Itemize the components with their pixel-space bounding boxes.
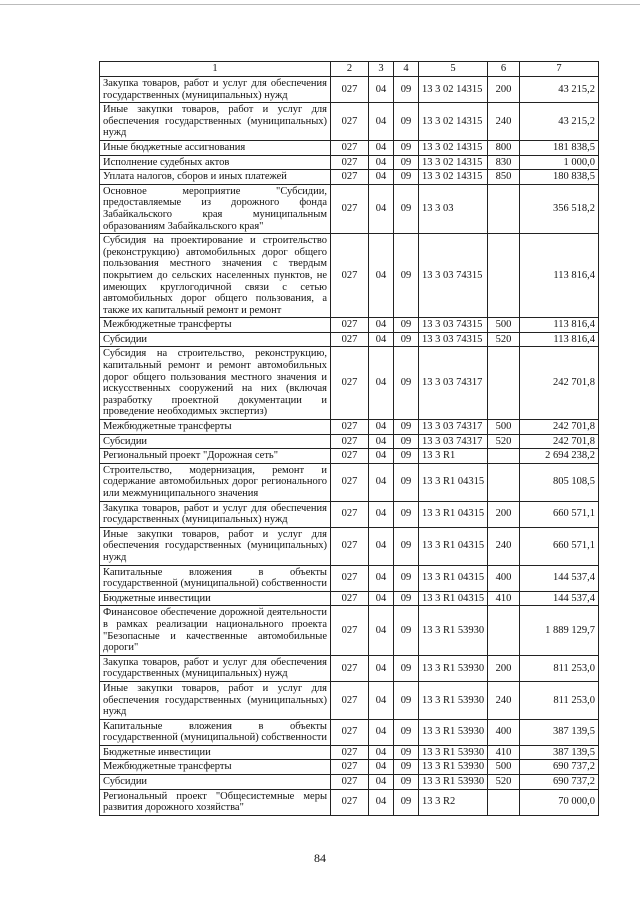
row-ministry-code-cell: 027 [331, 170, 369, 185]
row-expense-type-cell: 800 [488, 140, 520, 155]
row-name-cell: Закупка товаров, работ и услуг для обеспечения государственных (муниципальных) нужд [100, 77, 331, 103]
table-row [100, 103, 599, 141]
row-section-code-cell: 04 [369, 234, 394, 318]
row-section-code-cell: 04 [369, 184, 394, 233]
row-name-cell: Иные закупки товаров, работ и услуг для обеспечения государственных (муниципальных) нужд [100, 103, 331, 141]
row-expense-type-cell: 200 [488, 77, 520, 103]
row-target-article-cell: 13 3 R1 04315 [419, 527, 488, 565]
row-name-cell: Уплата налогов, сборов и иных платежей [100, 170, 331, 185]
table-row [100, 606, 599, 655]
row-target-article-cell: 13 3 R1 53930 [419, 681, 488, 719]
row-name-cell: Субсидии [100, 434, 331, 449]
header-col-4: 4 [394, 62, 419, 77]
row-subsection-code-cell: 09 [394, 184, 419, 233]
row-name-cell: Строительство, модернизация, ремонт и содержание автомобильных дорог регионального или межмуниципального значения [100, 463, 331, 501]
row-ministry-code-cell: 027 [331, 184, 369, 233]
table-row [100, 655, 599, 681]
row-section-code-cell: 04 [369, 719, 394, 745]
table-row [100, 184, 599, 233]
row-subsection-code-cell: 09 [394, 745, 419, 760]
row-subsection-code-cell: 09 [394, 681, 419, 719]
row-amount-cell: 2 694 238,2 [520, 449, 599, 464]
scan-top-edge-line [0, 4, 640, 5]
table-row [100, 234, 599, 318]
table-row [100, 527, 599, 565]
row-target-article-cell: 13 3 R1 53930 [419, 606, 488, 655]
row-expense-type-cell: 850 [488, 170, 520, 185]
row-ministry-code-cell: 027 [331, 332, 369, 347]
row-section-code-cell: 04 [369, 681, 394, 719]
row-expense-type-cell [488, 463, 520, 501]
row-amount-cell: 144 537,4 [520, 565, 599, 591]
table-header-row [100, 62, 599, 77]
row-amount-cell: 144 537,4 [520, 591, 599, 606]
row-subsection-code-cell: 09 [394, 565, 419, 591]
row-target-article-cell: 13 3 R1 53930 [419, 775, 488, 790]
row-target-article-cell: 13 3 02 14315 [419, 103, 488, 141]
table-row [100, 77, 599, 103]
row-subsection-code-cell: 09 [394, 606, 419, 655]
row-target-article-cell: 13 3 03 [419, 184, 488, 233]
row-amount-cell: 43 215,2 [520, 103, 599, 141]
row-ministry-code-cell: 027 [331, 775, 369, 790]
header-col-2: 2 [331, 62, 369, 77]
row-amount-cell: 181 838,5 [520, 140, 599, 155]
row-name-cell: Межбюджетные трансферты [100, 420, 331, 435]
row-amount-cell: 660 571,1 [520, 527, 599, 565]
header-col-1: 1 [100, 62, 331, 77]
row-target-article-cell: 13 3 R2 [419, 789, 488, 815]
row-section-code-cell: 04 [369, 565, 394, 591]
row-name-cell: Иные закупки товаров, работ и услуг для обеспечения государственных (муниципальных) нужд [100, 527, 331, 565]
header-col-7: 7 [520, 62, 599, 77]
row-target-article-cell: 13 3 R1 53930 [419, 655, 488, 681]
row-ministry-code-cell: 027 [331, 449, 369, 464]
row-target-article-cell: 13 3 R1 04315 [419, 565, 488, 591]
row-expense-type-cell: 830 [488, 155, 520, 170]
row-target-article-cell: 13 3 03 74317 [419, 420, 488, 435]
row-section-code-cell: 04 [369, 463, 394, 501]
row-target-article-cell: 13 3 R1 [419, 449, 488, 464]
table-row [100, 318, 599, 333]
row-expense-type-cell [488, 347, 520, 420]
row-subsection-code-cell: 09 [394, 234, 419, 318]
row-subsection-code-cell: 09 [394, 103, 419, 141]
row-name-cell: Капитальные вложения в объекты государственной (муниципальной) собственности [100, 565, 331, 591]
row-target-article-cell: 13 3 02 14315 [419, 170, 488, 185]
row-target-article-cell: 13 3 R1 04315 [419, 591, 488, 606]
row-expense-type-cell: 500 [488, 760, 520, 775]
row-ministry-code-cell: 027 [331, 565, 369, 591]
row-subsection-code-cell: 09 [394, 655, 419, 681]
row-name-cell: Региональный проект "Общесистемные меры развития дорожного хозяйства" [100, 789, 331, 815]
row-expense-type-cell [488, 234, 520, 318]
row-subsection-code-cell: 09 [394, 347, 419, 420]
row-ministry-code-cell: 027 [331, 681, 369, 719]
row-amount-cell: 1 889 129,7 [520, 606, 599, 655]
row-subsection-code-cell: 09 [394, 789, 419, 815]
row-ministry-code-cell: 027 [331, 434, 369, 449]
row-ministry-code-cell: 027 [331, 760, 369, 775]
row-name-cell: Субсидия на проектирование и строительство (реконструкцию) автомобильных дорог общего пользования местного значения с твердым покрытием до сельских населенных пунктов, не имеющих круглогодичной связи с сетью автомобильных дорог общего пользования, а также их капитальный ремонт и ремонт [100, 234, 331, 318]
row-expense-type-cell [488, 606, 520, 655]
row-expense-type-cell: 240 [488, 681, 520, 719]
row-target-article-cell: 13 3 03 74315 [419, 234, 488, 318]
row-section-code-cell: 04 [369, 501, 394, 527]
row-subsection-code-cell: 09 [394, 170, 419, 185]
table-row [100, 760, 599, 775]
row-ministry-code-cell: 027 [331, 234, 369, 318]
table-row [100, 501, 599, 527]
row-amount-cell: 811 253,0 [520, 655, 599, 681]
table-row [100, 775, 599, 790]
row-subsection-code-cell: 09 [394, 77, 419, 103]
row-expense-type-cell: 500 [488, 318, 520, 333]
row-name-cell: Закупка товаров, работ и услуг для обеспечения государственных (муниципальных) нужд [100, 501, 331, 527]
row-section-code-cell: 04 [369, 745, 394, 760]
row-section-code-cell: 04 [369, 77, 394, 103]
row-subsection-code-cell: 09 [394, 463, 419, 501]
row-ministry-code-cell: 027 [331, 527, 369, 565]
row-name-cell: Закупка товаров, работ и услуг для обеспечения государственных (муниципальных) нужд [100, 655, 331, 681]
row-section-code-cell: 04 [369, 449, 394, 464]
table-row [100, 347, 599, 420]
row-ministry-code-cell: 027 [331, 591, 369, 606]
row-target-article-cell: 13 3 02 14315 [419, 77, 488, 103]
row-section-code-cell: 04 [369, 527, 394, 565]
row-amount-cell: 43 215,2 [520, 77, 599, 103]
row-subsection-code-cell: 09 [394, 719, 419, 745]
row-ministry-code-cell: 027 [331, 789, 369, 815]
row-amount-cell: 356 518,2 [520, 184, 599, 233]
row-name-cell: Субсидия на строительство, реконструкцию, капитальный ремонт и ремонт автомобильных дорог общего пользования местного значения и искусственных сооружений на них (включая разработку проектной документации и проведение необходимых экспертиз) [100, 347, 331, 420]
table-row [100, 140, 599, 155]
row-amount-cell: 660 571,1 [520, 501, 599, 527]
row-section-code-cell: 04 [369, 606, 394, 655]
row-target-article-cell: 13 3 03 74315 [419, 332, 488, 347]
row-ministry-code-cell: 027 [331, 745, 369, 760]
row-section-code-cell: 04 [369, 318, 394, 333]
row-expense-type-cell: 410 [488, 745, 520, 760]
row-section-code-cell: 04 [369, 170, 394, 185]
row-ministry-code-cell: 027 [331, 655, 369, 681]
row-expense-type-cell: 400 [488, 565, 520, 591]
row-target-article-cell: 13 3 R1 53930 [419, 745, 488, 760]
row-subsection-code-cell: 09 [394, 449, 419, 464]
row-subsection-code-cell: 09 [394, 760, 419, 775]
page-number: 84 [314, 851, 326, 865]
row-expense-type-cell: 410 [488, 591, 520, 606]
row-subsection-code-cell: 09 [394, 318, 419, 333]
row-name-cell: Бюджетные инвестиции [100, 591, 331, 606]
row-expense-type-cell: 240 [488, 103, 520, 141]
row-subsection-code-cell: 09 [394, 140, 419, 155]
row-name-cell: Капитальные вложения в объекты государственной (муниципальной) собственности [100, 719, 331, 745]
row-subsection-code-cell: 09 [394, 332, 419, 347]
row-expense-type-cell: 200 [488, 501, 520, 527]
row-target-article-cell: 13 3 R1 53930 [419, 760, 488, 775]
row-expense-type-cell: 520 [488, 434, 520, 449]
row-target-article-cell: 13 3 03 74317 [419, 434, 488, 449]
row-amount-cell: 387 139,5 [520, 745, 599, 760]
row-name-cell: Субсидии [100, 332, 331, 347]
row-section-code-cell: 04 [369, 420, 394, 435]
row-amount-cell: 387 139,5 [520, 719, 599, 745]
row-expense-type-cell: 240 [488, 527, 520, 565]
row-section-code-cell: 04 [369, 140, 394, 155]
row-target-article-cell: 13 3 R1 04315 [419, 463, 488, 501]
row-amount-cell: 113 816,4 [520, 332, 599, 347]
row-amount-cell: 113 816,4 [520, 318, 599, 333]
row-amount-cell: 242 701,8 [520, 420, 599, 435]
row-ministry-code-cell: 027 [331, 77, 369, 103]
budget-table [99, 61, 599, 816]
row-subsection-code-cell: 09 [394, 155, 419, 170]
row-expense-type-cell [488, 449, 520, 464]
table-row [100, 155, 599, 170]
row-ministry-code-cell: 027 [331, 103, 369, 141]
row-target-article-cell: 13 3 03 74317 [419, 347, 488, 420]
row-target-article-cell: 13 3 02 14315 [419, 140, 488, 155]
table-row [100, 719, 599, 745]
row-amount-cell: 242 701,8 [520, 347, 599, 420]
row-ministry-code-cell: 027 [331, 347, 369, 420]
row-ministry-code-cell: 027 [331, 719, 369, 745]
table-row [100, 591, 599, 606]
row-expense-type-cell: 520 [488, 332, 520, 347]
table-row [100, 332, 599, 347]
row-target-article-cell: 13 3 R1 04315 [419, 501, 488, 527]
row-subsection-code-cell: 09 [394, 434, 419, 449]
row-ministry-code-cell: 027 [331, 606, 369, 655]
table-row [100, 789, 599, 815]
row-section-code-cell: 04 [369, 434, 394, 449]
table-row [100, 565, 599, 591]
row-expense-type-cell [488, 184, 520, 233]
table-row [100, 449, 599, 464]
row-name-cell: Региональный проект "Дорожная сеть" [100, 449, 331, 464]
table-row [100, 463, 599, 501]
row-target-article-cell: 13 3 R1 53930 [419, 719, 488, 745]
row-section-code-cell: 04 [369, 103, 394, 141]
row-subsection-code-cell: 09 [394, 591, 419, 606]
header-col-5: 5 [419, 62, 488, 77]
row-ministry-code-cell: 027 [331, 463, 369, 501]
row-name-cell: Финансовое обеспечение дорожной деятельности в рамках реализации национального проекта "Безопасные и качественные автомобильные дороги" [100, 606, 331, 655]
row-amount-cell: 811 253,0 [520, 681, 599, 719]
row-section-code-cell: 04 [369, 332, 394, 347]
row-expense-type-cell: 520 [488, 775, 520, 790]
row-name-cell: Основное мероприятие "Субсидии, предоставляемые из дорожного фонда Забайкальского края муниципальным образованиям Забайкальского края" [100, 184, 331, 233]
row-subsection-code-cell: 09 [394, 501, 419, 527]
row-section-code-cell: 04 [369, 155, 394, 170]
row-section-code-cell: 04 [369, 775, 394, 790]
row-name-cell: Субсидии [100, 775, 331, 790]
row-amount-cell: 70 000,0 [520, 789, 599, 815]
row-amount-cell: 690 737,2 [520, 760, 599, 775]
row-amount-cell: 242 701,8 [520, 434, 599, 449]
header-col-3: 3 [369, 62, 394, 77]
row-name-cell: Бюджетные инвестиции [100, 745, 331, 760]
table-row [100, 745, 599, 760]
table-row [100, 434, 599, 449]
header-col-6: 6 [488, 62, 520, 77]
row-target-article-cell: 13 3 02 14315 [419, 155, 488, 170]
row-section-code-cell: 04 [369, 760, 394, 775]
row-name-cell: Межбюджетные трансферты [100, 760, 331, 775]
row-name-cell: Иные бюджетные ассигнования [100, 140, 331, 155]
row-subsection-code-cell: 09 [394, 527, 419, 565]
row-subsection-code-cell: 09 [394, 420, 419, 435]
row-amount-cell: 1 000,0 [520, 155, 599, 170]
row-expense-type-cell: 400 [488, 719, 520, 745]
row-section-code-cell: 04 [369, 347, 394, 420]
row-section-code-cell: 04 [369, 789, 394, 815]
row-amount-cell: 805 108,5 [520, 463, 599, 501]
row-expense-type-cell: 500 [488, 420, 520, 435]
row-ministry-code-cell: 027 [331, 140, 369, 155]
row-ministry-code-cell: 027 [331, 318, 369, 333]
row-section-code-cell: 04 [369, 655, 394, 681]
row-section-code-cell: 04 [369, 591, 394, 606]
row-amount-cell: 113 816,4 [520, 234, 599, 318]
table-row [100, 681, 599, 719]
row-expense-type-cell [488, 789, 520, 815]
row-name-cell: Межбюджетные трансферты [100, 318, 331, 333]
table-row [100, 420, 599, 435]
row-name-cell: Исполнение судебных актов [100, 155, 331, 170]
row-target-article-cell: 13 3 03 74315 [419, 318, 488, 333]
row-name-cell: Иные закупки товаров, работ и услуг для обеспечения государственных (муниципальных) нужд [100, 681, 331, 719]
row-subsection-code-cell: 09 [394, 775, 419, 790]
row-ministry-code-cell: 027 [331, 420, 369, 435]
row-ministry-code-cell: 027 [331, 501, 369, 527]
row-amount-cell: 690 737,2 [520, 775, 599, 790]
row-ministry-code-cell: 027 [331, 155, 369, 170]
row-amount-cell: 180 838,5 [520, 170, 599, 185]
row-expense-type-cell: 200 [488, 655, 520, 681]
table-row [100, 170, 599, 185]
